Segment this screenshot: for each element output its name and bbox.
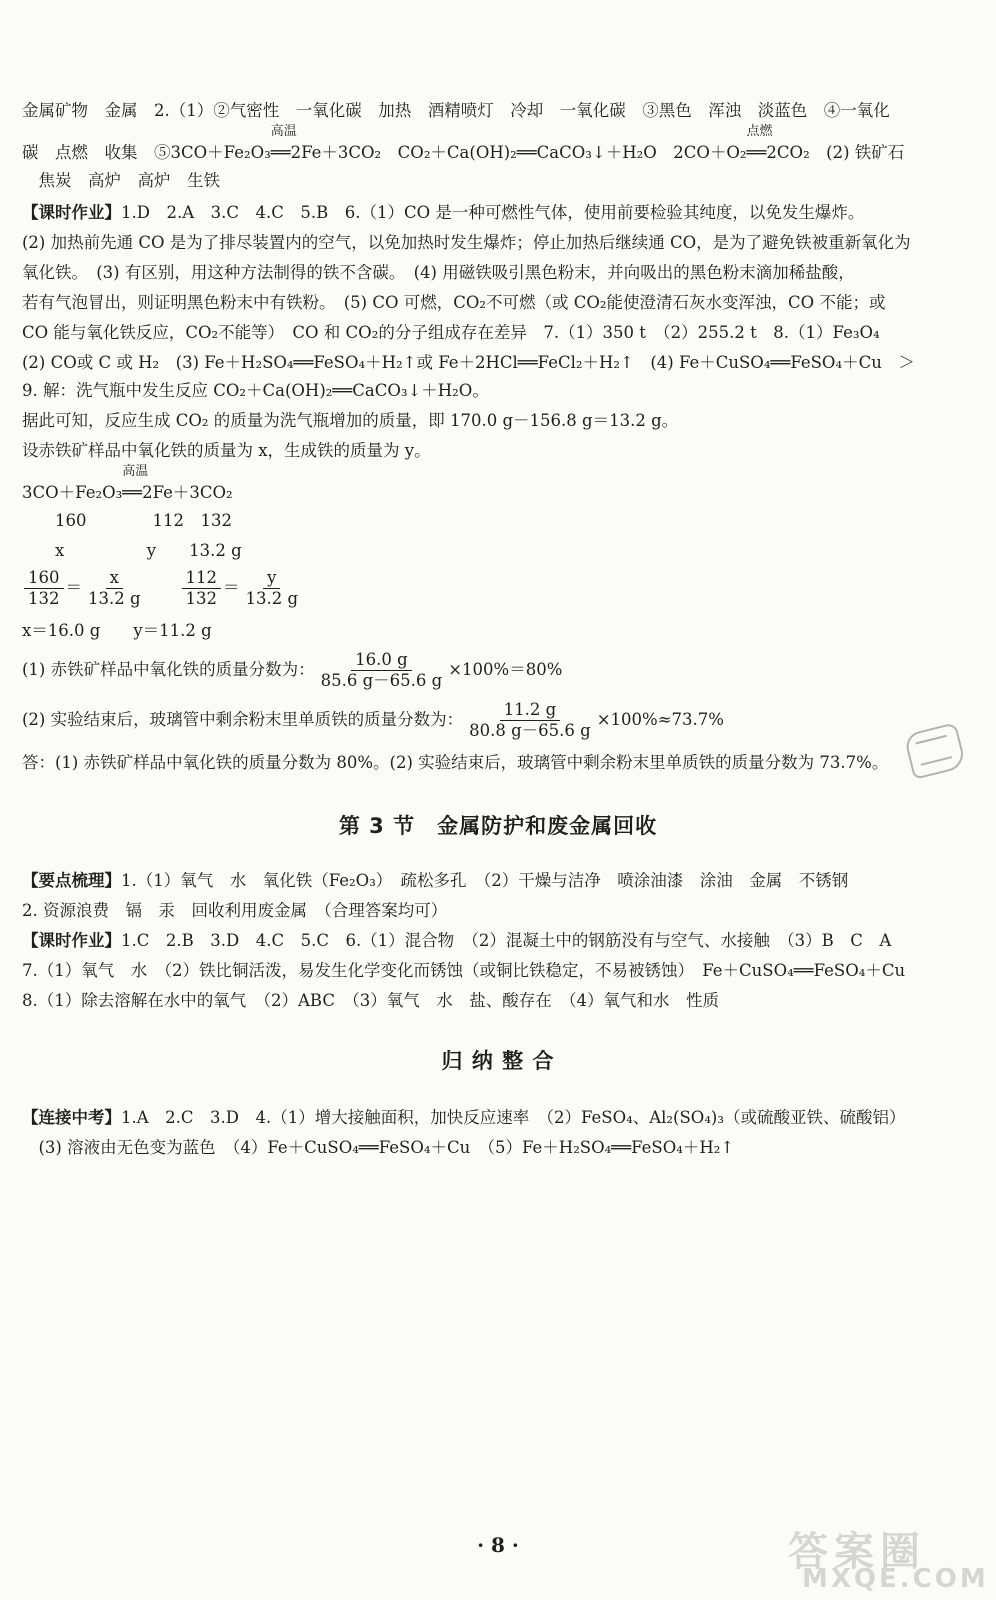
section-title: 第 3 节 金属防护和废金属回收 <box>338 814 658 838</box>
fraction <box>84 568 145 609</box>
fraction-denominator: 132 <box>185 589 218 608</box>
watermark-text: 答案圈 <box>788 1529 926 1575</box>
answer-text: ×100%＝80% <box>448 660 563 679</box>
section-tag: 【课时作业】 <box>22 931 121 950</box>
answer-text: 1.D 2.A 3.C 4.C 5.B 6.（1）CO 是一种可燃性气体，使用前要检验其纯度，以免发生爆炸。 <box>121 203 865 222</box>
answer-line <box>22 700 724 741</box>
equation-condition: 高温 ══ <box>270 124 297 162</box>
answer-line: 160 112 132 <box>22 511 232 530</box>
answer-line: 氧化铁。 (3) 有区别，用这种方法制得的铁不含碳。 (4) 用磁铁吸引黑色粉末，并向吸出的黑色粉末滴加稀盐酸， <box>22 263 855 282</box>
answer-line <box>22 1107 905 1129</box>
fraction-denominator: 132 <box>28 589 60 608</box>
section-tag: 【课时作业】 <box>22 203 121 222</box>
fraction <box>24 568 64 609</box>
fraction <box>242 568 303 609</box>
answer-line: 金属矿物 金属 2.（1）②气密性 一氧化碳 加热 酒精喷灯 冷却 一氧化碳 ③黑色 浑浊 淡蓝色 ④一氧化 <box>22 101 890 120</box>
answer-line <box>22 930 891 952</box>
answer-line: x y 13.2 g <box>22 541 242 560</box>
watermark <box>760 1520 989 1595</box>
watermark-url: MXQE.COM <box>802 1564 989 1594</box>
fraction <box>465 700 595 741</box>
answer-line: CO 能与氧化铁反应，CO₂不能等） CO 和 CO₂的分子组成存在差异 7.（1）350 t （2）255.2 t 8.（1）Fe₃O₄ <box>22 323 880 342</box>
fraction-denominator: 80.8 g－65.6 g <box>469 721 591 740</box>
section-tag: 【连接中考】 <box>22 1108 121 1127</box>
section-title: 归 纳 整 合 <box>441 1049 555 1073</box>
answer-text: 3CO＋Fe₂O₃ <box>22 483 123 502</box>
fraction-numerator: y <box>263 568 280 589</box>
answer-line <box>22 124 905 164</box>
section-tag: 【要点梳理】 <box>22 871 121 890</box>
answer-text: (1) 赤铁矿样品中氧化铁的质量分数为： <box>22 660 315 679</box>
answer-line: 7.（1）氧气 水 （2）铁比铜活泼，易发生化学变化而锈蚀（或铜比铁稳定，不易被锈蚀） Fe＋CuSO₄══FeSO₄＋Cu <box>22 961 906 980</box>
fraction-numerator: 160 <box>24 568 64 589</box>
answer-text: ×100%≈73.7% <box>596 710 724 729</box>
answer-line: 9. 解：洗气瓶中发生反应 CO₂＋Ca(OH)₂══CaCO₃↓＋H₂O。 <box>22 381 489 400</box>
fraction-numerator: 11.2 g <box>500 700 561 721</box>
answer-line: 答：(1) 赤铁矿样品中氧化铁的质量分数为 80%。(2) 实验结束后，玻璃管中剩余粉末里单质铁的质量分数为 73.7%。 <box>22 753 889 772</box>
answer-line <box>22 202 864 224</box>
fraction-numerator: 16.0 g <box>351 650 412 671</box>
fraction <box>317 650 447 691</box>
answer-line: 设赤铁矿样品中氧化铁的质量为 x，生成铁的质量为 y。 <box>22 441 431 460</box>
answer-line: (2) 加热前先通 CO 是为了排尽装置内的空气，以免加热时发生爆炸；停止加热后继续通 CO，是为了避免铁被重新氧化为 <box>22 233 911 252</box>
answer-text: 1.C 2.B 3.D 4.C 5.C 6.（1）混合物 （2）混凝土中的钢筋没有与空气、水接触 （3）B C A <box>121 931 892 950</box>
stamp-mark <box>903 722 967 780</box>
answer-text: 2Fe＋3CO₂ CO₂＋Ca(OH)₂══CaCO₃↓＋H₂O 2CO＋O₂ <box>290 143 747 162</box>
answer-text: 1.（1）氧气 水 氧化铁（Fe₂O₃） 疏松多孔 （2）干燥与洁净 喷涂油漆 涂油 金属 不锈钢 <box>121 871 849 890</box>
answer-text: 2Fe＋3CO₂ <box>142 483 233 502</box>
answer-line: 据此可知，反应生成 CO₂ 的质量为洗气瓶增加的质量，即 170.0 g－156.8 g＝13.2 g。 <box>22 411 679 430</box>
answer-line: (2) CO或 C 或 H₂ (3) Fe＋H₂SO₄══FeSO₄＋H₂↑或 Fe＋2HCl══FeCl₂＋H₂↑ (4) Fe＋CuSO₄══FeSO₄＋Cu ＞ <box>22 353 915 372</box>
page-number: · 8 · <box>477 1533 519 1557</box>
answer-line: 焦炭 高炉 高炉 生铁 <box>22 171 220 190</box>
proportion-line: $\frac{160}{132}$ ＝ $\frac{x}{13.2 g}$ $\frac{112}{132}$ ＝ $\frac{y}{13.2 g}$ <box>22 568 304 609</box>
answer-line: (3) 溶液由无色变为蓝色 （4）Fe＋CuSO₄══FeSO₄＋Cu （5）Fe＋H₂SO₄══FeSO₄＋H₂↑ <box>22 1138 735 1157</box>
fraction-denominator: 13.2 g <box>88 589 141 608</box>
answer-line <box>22 870 848 892</box>
equation-condition: 高温 ══ <box>122 464 149 502</box>
equation-condition: 点燃 ══ <box>746 124 773 162</box>
answer-line <box>22 650 562 691</box>
condition-label: 高温 <box>122 464 149 479</box>
answer-text: 2CO₂ (2) 铁矿石 <box>766 143 905 162</box>
answer-text: 1.A 2.C 3.D 4.（1）增大接触面积，加快反应速率 （2）FeSO₄、Al₂(SO₄)₃（或硫酸亚铁、硫酸铝） <box>121 1108 906 1127</box>
answer-line: x＝16.0 g y＝11.2 g <box>22 621 212 640</box>
answer-line: 8.（1）除去溶解在水中的氧气 （2）ABC （3）氧气 水 盐、酸存在 （4）氧气和水 性质 <box>22 991 719 1010</box>
answer-text: 碳 点燃 收集 ⑤3CO＋Fe₂O₃ <box>22 143 271 162</box>
answer-line <box>22 464 233 504</box>
fraction-denominator: 85.6 g－65.6 g <box>320 671 443 690</box>
fraction-numerator: 112 <box>182 568 222 589</box>
fraction <box>182 568 222 609</box>
answer-line: 2. 资源浪费 镉 汞 回收利用废金属 （合理答案均可） <box>22 901 448 920</box>
condition-label: 点燃 <box>746 124 773 139</box>
answer-text: (2) 实验结束后，玻璃管中剩余粉末里单质铁的质量分数为： <box>22 710 464 729</box>
condition-label: 高温 <box>270 124 297 139</box>
fraction-numerator: x <box>106 568 123 589</box>
fraction-denominator: 13.2 g <box>245 589 299 608</box>
answer-line: 若有气泡冒出，则证明黑色粉末中有铁粉。 (5) CO 可燃，CO₂不可燃（或 CO₂能使澄清石灰水变浑浊，CO 不能；或 <box>22 293 886 312</box>
